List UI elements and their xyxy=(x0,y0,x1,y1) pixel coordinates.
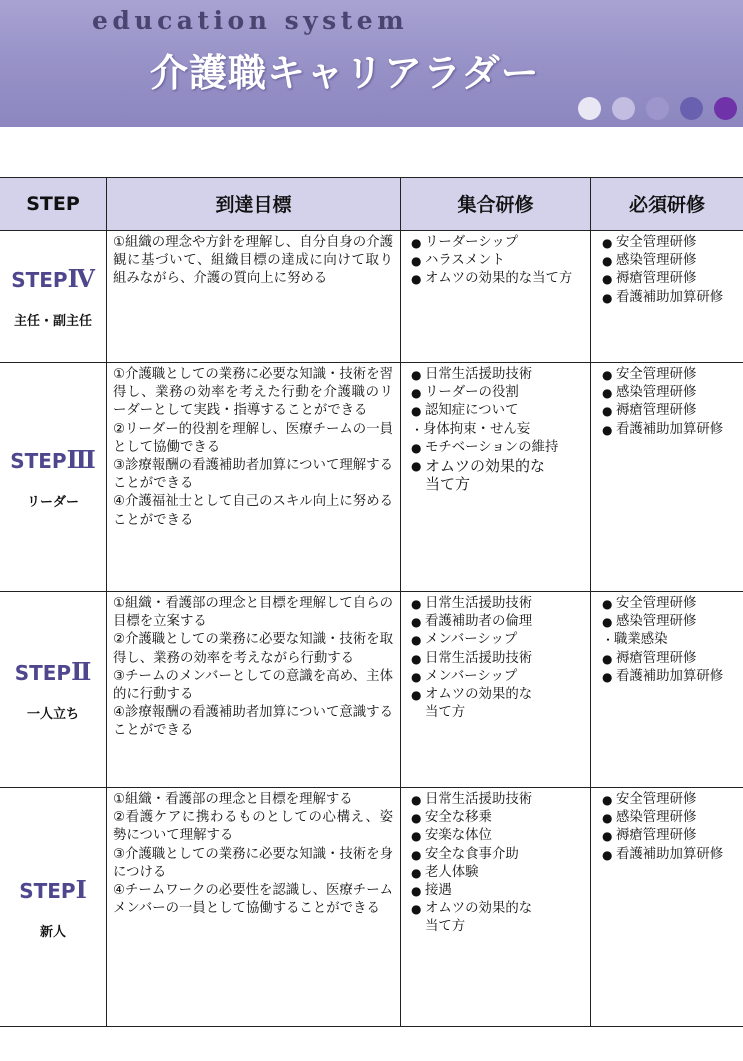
decorative-dot-5 xyxy=(714,97,737,120)
list-item: ● ハラスメント xyxy=(411,253,505,269)
list-item: ● 看護補助加算研修 xyxy=(602,289,724,305)
grid-line xyxy=(590,177,591,1027)
list-item: ● 接遇 xyxy=(411,883,452,899)
goal-item: ①組織・看護部の理念と目標を理解する xyxy=(113,792,353,807)
list-item: ● 看護補助加算研修 xyxy=(602,668,724,684)
goal-item: ①組織・看護部の理念と目標を理解して自らの目標を立案する xyxy=(113,596,393,630)
list-item: ● 看護補助者の倫理 xyxy=(411,614,533,630)
list-item: ● 安全な移乗 xyxy=(411,810,492,826)
grid-line xyxy=(0,591,743,592)
step-label: STEPⅢ xyxy=(10,444,96,474)
list-item: ● リーダーシップ xyxy=(411,235,519,250)
step-role: 新人 xyxy=(39,924,66,940)
goal-cell xyxy=(113,595,393,741)
step-cell xyxy=(0,592,106,787)
grid-line xyxy=(0,230,743,231)
list-item: ● 感染管理研修 xyxy=(602,810,697,826)
list-item: ● メンバーシップ xyxy=(411,632,518,648)
list-item: ● モチベーションの維持 xyxy=(411,439,559,455)
list-item: 当て方 xyxy=(425,475,471,494)
step-label: STEPⅡ xyxy=(14,657,92,686)
list-item: ● リーダーの役割 xyxy=(411,385,519,401)
goal-item: ②リーダー的役割を理解し、医療チームの一員として協働できる xyxy=(113,421,393,455)
list-item: ● 看護補助加算研修 xyxy=(602,846,724,862)
list-item: ● 日常生活援助技術 xyxy=(411,367,533,382)
decorative-dot-1 xyxy=(578,97,601,120)
goal-item: ②介護職としての業務に必要な知識・技術を取得し、業務の効率を考えながら行動する xyxy=(113,632,393,666)
goal-item: ③チームのメンバーとしての意識を高め、主体的に行動する xyxy=(113,668,393,703)
group-training-cell xyxy=(411,366,587,493)
list-item: ● 看護補助加算研修 xyxy=(602,421,724,437)
list-item: 当て方 xyxy=(425,919,466,935)
header-banner xyxy=(0,0,743,127)
decorative-dot-4 xyxy=(680,97,703,120)
grid-line xyxy=(0,1026,743,1027)
goal-item: ②看護ケアに携わるものとしての心構え、姿勢について理解する xyxy=(113,810,393,844)
header-goal: 到達目標 xyxy=(215,194,292,216)
list-item: ● 褥瘡管理研修 xyxy=(602,271,697,287)
group-training-cell xyxy=(411,234,587,289)
step-role: 一人立ち xyxy=(26,707,79,722)
goal-item: ③介護職としての業務に必要な知識・技術を身につける xyxy=(113,846,393,880)
list-item: ● 感染管理研修 xyxy=(602,385,697,401)
list-item: ● オムツの効果的な xyxy=(411,457,546,476)
grid-line xyxy=(400,177,401,1027)
step-label: STEPⅠ xyxy=(19,874,87,904)
career-ladder-table xyxy=(0,177,743,1027)
grid-line xyxy=(106,177,107,1027)
header-step: STEP xyxy=(26,192,80,215)
list-item: ● 安全管理研修 xyxy=(602,367,697,382)
list-item: ● 感染管理研修 xyxy=(602,253,697,269)
header-required-training: 必須研修 xyxy=(628,194,705,216)
goal-item: ④チームワークの必要性を認識し、医療チームメンバーの一員として協働することができる xyxy=(113,883,393,917)
step-cell xyxy=(0,231,106,362)
step-role: リーダー xyxy=(26,494,79,510)
required-training-cell xyxy=(602,366,743,439)
list-item: ・ 職業感染 xyxy=(602,632,668,648)
list-item: ● 日常生活援助技術 xyxy=(411,792,533,807)
list-item: ● オムツの効果的な xyxy=(411,901,533,917)
group-training-cell xyxy=(411,595,587,722)
list-item: ● オムツの効果的な xyxy=(411,687,533,703)
goal-cell xyxy=(113,366,393,530)
banner-title: 介護職キャリアラダー xyxy=(150,51,540,95)
grid-line xyxy=(0,362,743,363)
list-item: 当て方 xyxy=(425,705,466,721)
goal-cell xyxy=(113,791,393,918)
list-item: ● 日常生活援助技術 xyxy=(411,596,533,611)
list-item: ● オムツの効果的な当て方 xyxy=(411,271,573,287)
list-item: ● 安全管理研修 xyxy=(602,235,697,250)
header-group-training: 集合研修 xyxy=(457,194,534,216)
goal-item: ③診療報酬の看護補助者加算について理解することができる xyxy=(113,458,393,492)
list-item: ・ 身体拘束・せん妄 xyxy=(411,421,531,437)
goal-cell xyxy=(113,234,393,289)
list-item: ● 褥瘡管理研修 xyxy=(602,403,697,419)
banner-subtitle: education system xyxy=(92,6,409,35)
list-item: ● 安楽な体位 xyxy=(411,828,492,844)
list-item: ● 安全管理研修 xyxy=(602,792,697,807)
step-role: 主任・副主任 xyxy=(13,314,92,329)
goal-item: ④介護福祉士として自己のスキル向上に努めることができる xyxy=(113,494,393,528)
grid-line xyxy=(0,177,743,178)
list-item: ● 認知症について xyxy=(411,403,519,419)
list-item: ● 感染管理研修 xyxy=(602,614,697,630)
grid-line xyxy=(0,787,743,788)
required-training-cell xyxy=(602,791,743,864)
required-training-cell xyxy=(602,234,743,307)
list-item: ● メンバーシップ xyxy=(411,668,518,684)
list-item: ● 安全な食事介助 xyxy=(411,846,519,862)
list-item: ● 老人体験 xyxy=(411,864,479,880)
required-training-cell xyxy=(602,595,743,686)
goal-item: ④診療報酬の看護補助者加算について意識することができる xyxy=(113,705,393,739)
list-item: ● 安全管理研修 xyxy=(602,596,697,611)
step-cell xyxy=(0,788,106,1026)
decorative-dot-3 xyxy=(646,97,669,120)
step-label: STEPⅣ xyxy=(11,264,95,293)
list-item: ● 日常生活援助技術 xyxy=(411,650,533,666)
list-item: ● 褥瘡管理研修 xyxy=(602,828,697,844)
step-cell xyxy=(0,363,106,591)
group-training-cell xyxy=(411,791,587,937)
list-item: ● 褥瘡管理研修 xyxy=(602,650,697,666)
decorative-dot-2 xyxy=(612,97,635,120)
goal-item: ①組織の理念や方針を理解し、自分自身の介護観に基づいて、組織目標の達成に向けて取り組みながら、介護の質向上に努める xyxy=(113,235,393,287)
goal-item: ①介護職としての業務に必要な知識・技術を習得し、業務の効率を考えた行動を介護職のリーダーとして実践・指導することができる xyxy=(113,367,393,419)
